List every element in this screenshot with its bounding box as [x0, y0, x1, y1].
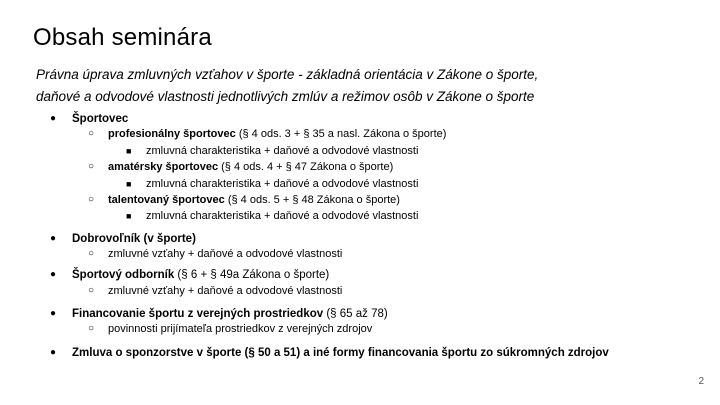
- sub-item: povinnosti prijímateľa prostriedkov z verejných zdrojov: [108, 323, 373, 335]
- list-item-zmluva-o-sponzorstve: Zmluva o sponzorstve v športe (§ 50 a 51) a iné formy financovania športu zo súkromných zdrojov: [72, 347, 609, 359]
- detail-item: zmluvná charakteristika + daňové a odvodové vlastnosti: [146, 178, 419, 190]
- disc-bullet-icon: ●: [50, 113, 57, 124]
- circle-bullet-icon: ○: [88, 285, 95, 296]
- disc-bullet-icon: ●: [50, 269, 57, 280]
- list-item-dobrovolnik: [72, 232, 196, 246]
- circle-bullet-icon: ○: [88, 248, 95, 259]
- detail-item: zmluvná charakteristika + daňové a odvodové vlastnosti: [146, 145, 419, 157]
- detail-item: zmluvná charakteristika + daňové a odvodové vlastnosti: [146, 210, 419, 222]
- sub-item-amatersky: [108, 160, 393, 174]
- item-rest: (§ 6 + § 49a Zákona o športe): [174, 269, 330, 281]
- list-item-sportovec: Športovec: [72, 113, 129, 125]
- slide-title: Obsah seminára: [33, 24, 212, 51]
- page-number: 2: [698, 376, 704, 387]
- circle-bullet-icon: ○: [88, 128, 95, 139]
- circle-bullet-icon: ○: [88, 323, 95, 334]
- sub-item-rest: (§ 4 ods. 3 + § 35 a nasl. Zákona o športe): [235, 128, 447, 140]
- sub-item-rest: (§ 4 ods. 5 + § 48 Zákona o športe): [224, 194, 400, 206]
- sub-item-bold: profesionálny športovec: [108, 128, 236, 140]
- disc-bullet-icon: ●: [50, 308, 57, 319]
- square-bullet-icon: ■: [126, 146, 132, 156]
- subtitle-line-1: Právna úprava zmluvných vzťahov v športe - základná orientácia v Zákone o športe,: [36, 67, 539, 82]
- sub-item-bold: amatérsky športovec: [108, 161, 219, 173]
- subtitle-line-2: daňové a odvodové vlastnosti jednotlivých zmlúv a režimov osôb v Zákone o športe: [36, 89, 535, 104]
- item-rest: (§ 65 až 78): [323, 308, 388, 320]
- sub-item: zmluvné vzťahy + daňové a odvodové vlastnosti: [108, 285, 343, 297]
- sub-item-bold: talentovaný športovec: [108, 194, 225, 206]
- disc-bullet-icon: ●: [50, 233, 57, 244]
- item-bold: Financovanie športu z verejných prostriedkov: [72, 308, 324, 320]
- sub-item: zmluvné vzťahy + daňové a odvodové vlastnosti: [108, 248, 343, 260]
- disc-bullet-icon: ●: [50, 347, 57, 358]
- list-item-sportovy-odbornik: [72, 268, 329, 282]
- square-bullet-icon: ■: [126, 211, 132, 221]
- sub-item-talentovany: [108, 193, 400, 207]
- list-item-financovanie: [72, 307, 388, 321]
- item-bold: Dobrovoľník (v športe): [72, 233, 196, 245]
- sub-item-rest: (§ 4 ods. 4 + § 47 Zákona o športe): [218, 161, 394, 173]
- circle-bullet-icon: ○: [88, 161, 95, 172]
- slide-subtitle: [36, 64, 676, 108]
- item-bold: Športový odborník: [72, 269, 175, 281]
- square-bullet-icon: ■: [126, 179, 132, 189]
- circle-bullet-icon: ○: [88, 194, 95, 205]
- sub-item-profesionalny: [108, 127, 446, 141]
